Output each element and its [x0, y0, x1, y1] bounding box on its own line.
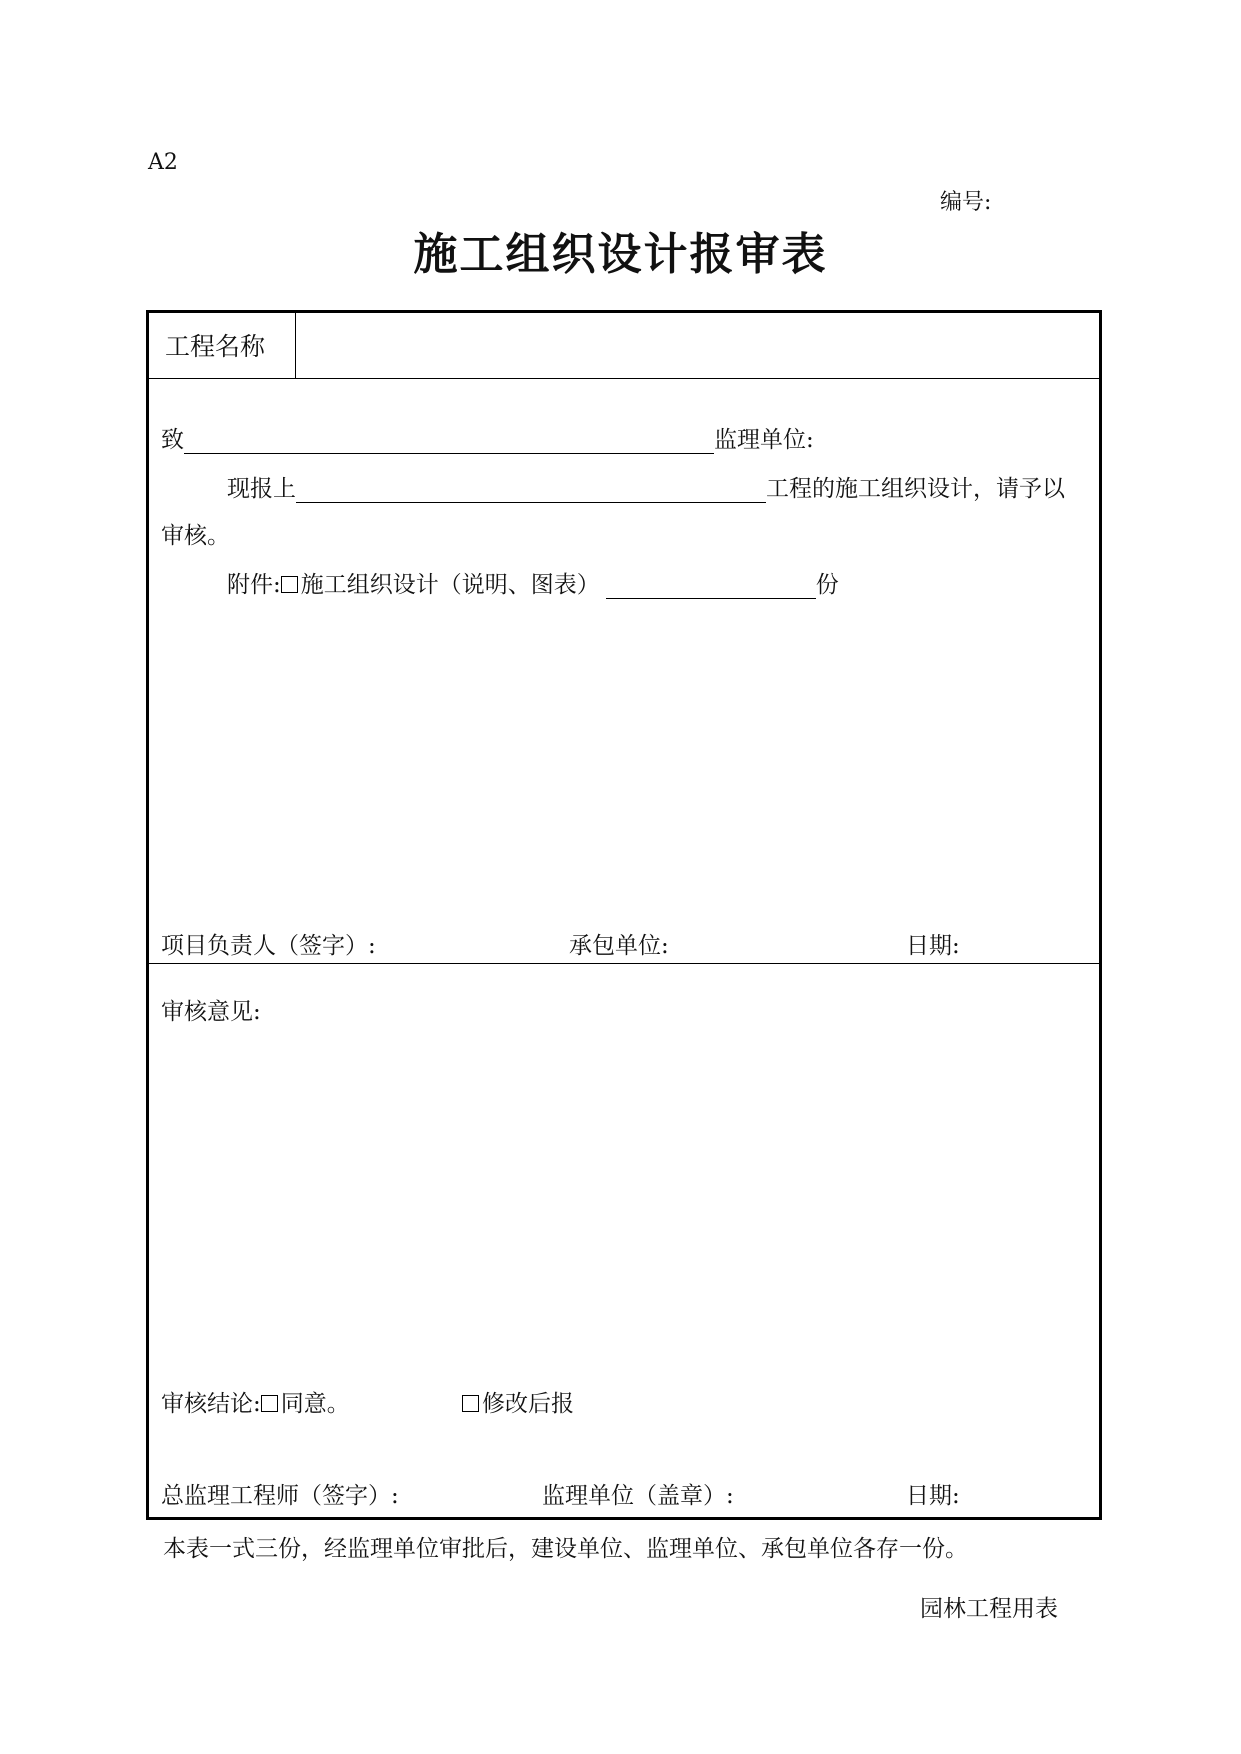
agree-checkbox[interactable]: [261, 1395, 278, 1412]
review-opinion-label: 审核意见:: [161, 999, 261, 1025]
addressee-line: [161, 421, 814, 454]
review-conclusion-line: [161, 1385, 350, 1418]
revise-checkbox[interactable]: [462, 1395, 479, 1412]
addressee-blank[interactable]: [184, 427, 714, 454]
supervisor-seal-label: 监理单位（盖章）:: [542, 1483, 734, 1509]
project-blank[interactable]: [296, 476, 766, 503]
row-divider: [149, 963, 1099, 964]
report-line: [227, 470, 1065, 503]
contractor-label: 承包单位:: [569, 933, 669, 959]
footnote: 本表一式三份，经监理单位审批后，建设单位、监理单位、承包单位各存一份。: [163, 1536, 968, 1562]
serial-number-label: 编号:: [940, 190, 992, 215]
addressee-suffix: 监理单位:: [714, 427, 814, 453]
revise-option: [462, 1385, 574, 1418]
attachment-label: 附件:: [227, 572, 281, 598]
project-lead-signature-label: 项目负责人（签字）:: [161, 933, 376, 959]
attachment-line: [227, 566, 839, 599]
page-title: 施工组织设计报审表: [413, 229, 828, 280]
form-table: [146, 310, 1102, 1520]
addressee-prefix: 致: [161, 427, 184, 453]
agree-option-label: 同意。: [280, 1391, 350, 1417]
project-name-field[interactable]: [309, 327, 1089, 361]
chief-engineer-signature-label: 总监理工程师（签字）:: [161, 1483, 399, 1509]
project-name-label: 工程名称: [165, 332, 266, 361]
review-conclusion-label: 审核结论:: [161, 1391, 261, 1417]
footer-label: 园林工程用表: [920, 1596, 1058, 1622]
attachment-item: 施工组织设计（说明、图表）: [300, 572, 600, 598]
column-divider: [295, 313, 296, 378]
form-code: A2: [148, 150, 178, 175]
attachment-count-blank[interactable]: [606, 572, 816, 599]
report-suffix: 工程的施工组织设计，请予以: [766, 476, 1065, 502]
review-date-label: 日期:: [906, 1483, 960, 1509]
submission-date-label: 日期:: [906, 933, 960, 959]
revise-option-label: 修改后报: [482, 1391, 574, 1417]
attachment-checkbox[interactable]: [281, 576, 298, 593]
report-continuation: 审核。: [161, 523, 230, 549]
attachment-unit: 份: [815, 572, 839, 598]
row-divider: [149, 378, 1099, 379]
report-prefix: 现报上: [227, 476, 296, 502]
